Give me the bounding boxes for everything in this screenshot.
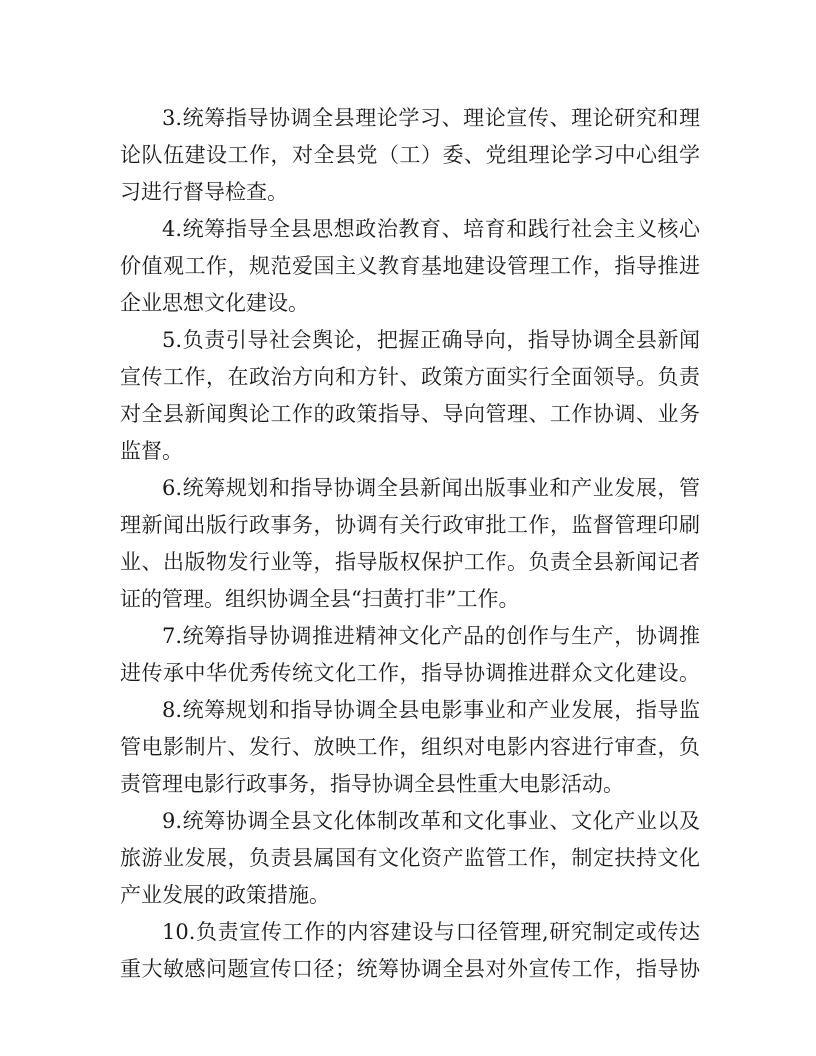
text-line: 管电影制片、发行、放映工作，组织对电影内容进行审查，负	[120, 735, 700, 759]
text-line: 旅游业发展，负责县属国有文化资产监管工作，制定扶持文化	[120, 846, 700, 870]
text-line: 5.负责引导社会舆论，把握正确导向，指导协调全县新闻	[162, 328, 700, 352]
text-line: 价值观工作，规范爱国主义教育基地建设管理工作，指导推进	[120, 254, 700, 278]
text-line: 6.统筹规划和指导协调全县新闻出版事业和产业发展，管	[162, 476, 700, 500]
text-line: 论队伍建设工作，对全县党（工）委、党组理论学习中心组学	[120, 143, 700, 167]
text-line: 业、出版物发行业等，指导版权保护工作。负责全县新闻记者	[120, 550, 700, 574]
text-line: 重大敏感问题宣传口径；统筹协调全县对外宣传工作，指导协	[120, 957, 700, 981]
text-line: 8.统筹规划和指导协调全县电影事业和产业发展，指导监	[162, 698, 700, 722]
text-line: 习进行督导检查。	[120, 180, 288, 204]
text-line: 证的管理。组织协调全县“扫黄打非”工作。	[120, 587, 520, 611]
text-line: 10.负责宣传工作的内容建设与口径管理,研究制定或传达	[162, 920, 700, 944]
text-line: 9.统筹协调全县文化体制改革和文化事业、文化产业以及	[162, 809, 700, 833]
text-line: 监督。	[120, 439, 183, 463]
text-line: 4.统筹指导全县思想政治教育、培育和践行社会主义核心	[162, 217, 700, 241]
text-line: 7.统筹指导协调推进精神文化产品的创作与生产，协调推	[162, 624, 700, 648]
text-line: 企业思想文化建设。	[120, 291, 309, 315]
text-line: 宣传工作，在政治方向和方针、政策方面实行全面领导。负责	[120, 365, 700, 389]
text-line: 进传承中华优秀传统文化工作，指导协调推进群众文化建设。	[120, 661, 700, 685]
text-line: 产业发展的政策措施。	[120, 883, 330, 907]
text-line: 责管理电影行政事务，指导协调全县性重大电影活动。	[120, 772, 624, 796]
text-line: 理新闻出版行政事务，协调有关行政审批工作，监督管理印刷	[120, 513, 700, 537]
text-line: 3.统筹指导协调全县理论学习、理论宣传、理论研究和理	[162, 106, 700, 130]
text-line: 对全县新闻舆论工作的政策指导、导向管理、工作协调、业务	[120, 402, 700, 426]
